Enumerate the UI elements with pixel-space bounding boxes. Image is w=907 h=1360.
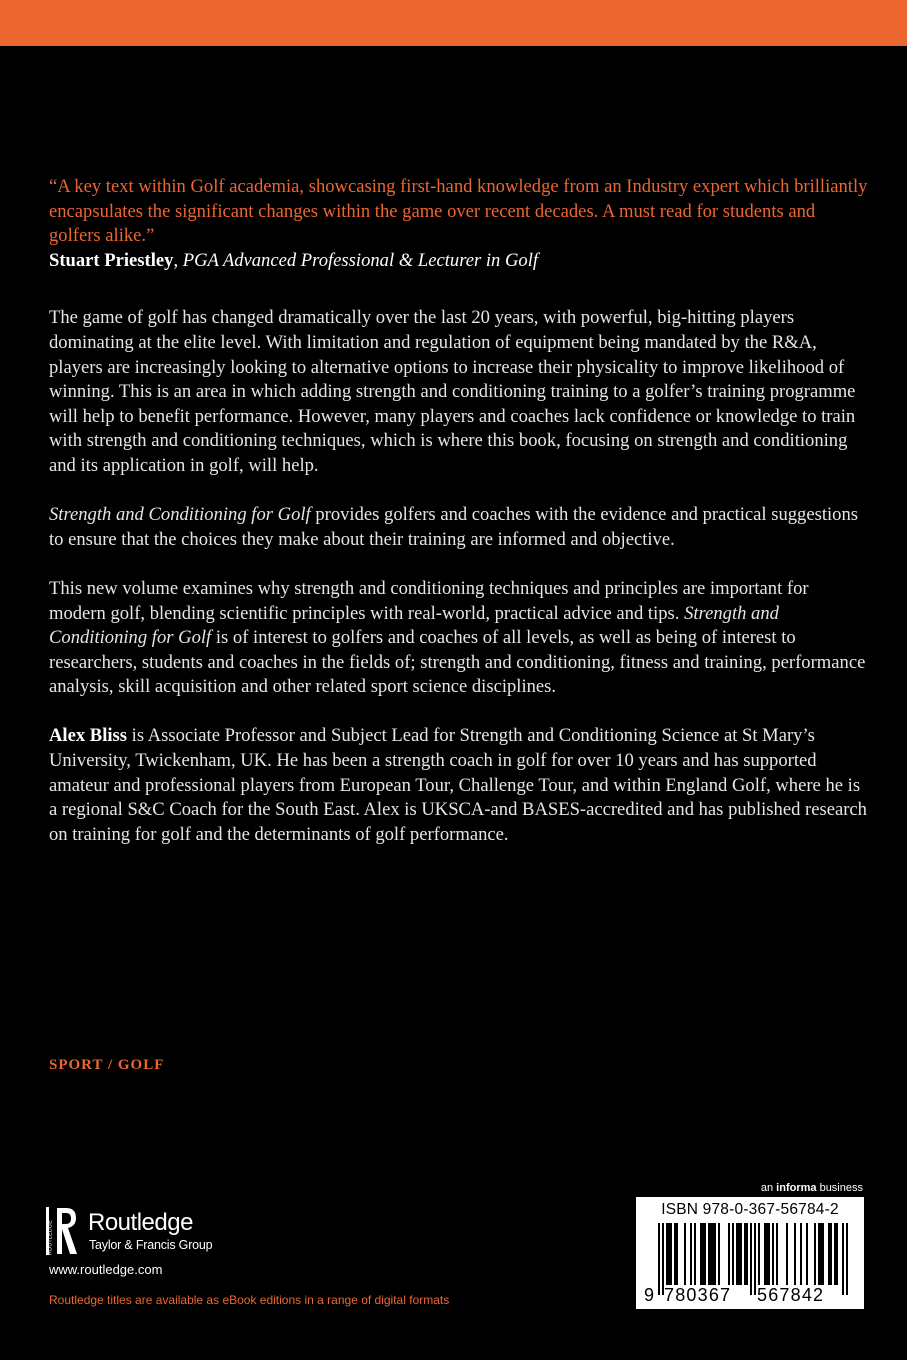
barcode-bar [754, 1223, 756, 1295]
barcode-bar [732, 1223, 734, 1285]
barcode-bar [658, 1223, 660, 1295]
barcode-bar [846, 1223, 848, 1295]
informa-tagline [700, 1182, 863, 1194]
barcode-bar [758, 1223, 760, 1285]
barcode-bar [710, 1223, 712, 1285]
barcode-bar [806, 1223, 808, 1285]
barcode-bar [702, 1223, 704, 1285]
barcode-panel [636, 1197, 864, 1309]
publisher-name: Routledge [88, 1209, 193, 1236]
barcode-bar [728, 1223, 730, 1285]
barcode-bar [690, 1223, 692, 1285]
blurb-paragraph-3 [49, 577, 869, 700]
barcode-lead-digit: 9 [644, 1285, 656, 1305]
blurb-paragraph-2-text: provides golfers and coaches with the evidence and practical suggestions to ensure that the choices they make about their training are informed and objective. [49, 504, 859, 550]
barcode-bar [740, 1223, 742, 1285]
informa-brand: informa [776, 1182, 817, 1194]
barcode-bar [736, 1223, 738, 1285]
logo-vertical-text: ROUTLEDGE [47, 1220, 54, 1255]
barcode-bar [666, 1223, 668, 1285]
informa-suffix: business [816, 1182, 863, 1194]
author-name: Alex Bliss [49, 725, 127, 747]
barcode-bar [786, 1223, 788, 1285]
barcode-bar [776, 1223, 778, 1285]
barcode-bar [738, 1223, 740, 1285]
barcode-bar [714, 1223, 716, 1285]
barcode-bar [830, 1223, 832, 1285]
barcode-bar [708, 1223, 710, 1285]
barcode-bar [746, 1223, 748, 1285]
endorsement-attribution [49, 249, 869, 274]
blurb-paragraph-1: The game of golf has changed dramatically over the last 20 years, with powerful, big-hitting players dominating at the elite level. With limitation and regulation of equipment being mandated by the R&A, players are increasingly looking to alternative options to increase their physicality to improve likelihood of winning. This is an area in which adding strength and conditioning training to a golfer’s training programme will help to benefit performance. However, many players and coaches lack confidence or knowledge to train with strength and conditioning techniques, which is where this book, focusing on strength and conditioning and its application in golf, will help. [49, 307, 856, 476]
barcode-bar [794, 1223, 796, 1285]
barcode-right-digits: 567842 [757, 1285, 825, 1305]
barcode-bar [694, 1223, 696, 1285]
barcode-bar [712, 1223, 714, 1285]
informa-prefix: an [760, 1182, 777, 1194]
back-cover-text [49, 175, 869, 847]
barcode-bar [822, 1223, 824, 1285]
barcode-bar [704, 1223, 706, 1285]
publisher-group: Taylor & Francis Group [89, 1238, 213, 1252]
endorsement-author: Stuart Priestley [49, 249, 174, 271]
barcode-bar [676, 1223, 678, 1285]
barcode-bar [800, 1223, 802, 1285]
category-label: SPORT / GOLF [49, 1057, 165, 1073]
author-bio [49, 724, 869, 847]
barcode-bar [814, 1223, 816, 1285]
barcode-bar [764, 1223, 766, 1285]
blurb-paragraph-3-text-a: This new volume examines why strength and conditioning techniques and principles are important for modern golf, blending scientific principles with real-world, practical advice and tips. [49, 577, 809, 624]
attribution-separator: , [173, 249, 183, 271]
barcode-left-digits: 780367 [664, 1285, 732, 1305]
endorsement-author-title: PGA Advanced Professional & Lecturer in Golf [182, 249, 539, 271]
blurb-paragraph-3-text-b: is of interest to golfers and coaches of all levels, as well as being of interest to researchers, students and coaches in the fields of; strength and conditioning, fitness and training, performance analysis, skill acquisition and other related sport science disciplines. [49, 627, 866, 698]
barcode-bar [836, 1223, 838, 1285]
endorsement-quote: “A key text within Golf academia, showcasing first-hand knowledge from an Industry expert which brilliantly encapsulates the significant changes within the game over recent decades. A must read for students and golfers alike.” [49, 176, 868, 247]
book-title-inline: Strength and Conditioning for Golf [49, 602, 779, 649]
isbn-number: ISBN 978-0-367-56784-2 [661, 1201, 839, 1218]
blurb-paragraph-2 [49, 503, 869, 552]
barcode-bar [750, 1223, 752, 1295]
barcode-bar [818, 1223, 820, 1285]
barcode-bar [772, 1223, 774, 1285]
barcode-bar [744, 1223, 746, 1285]
barcode-bar [674, 1223, 676, 1285]
barcode-bar [834, 1223, 836, 1285]
barcode-bar [842, 1223, 844, 1295]
book-title-inline: Strength and Conditioning for Golf [49, 504, 311, 526]
barcode-bar [668, 1223, 670, 1285]
barcode-bar [766, 1223, 768, 1285]
barcode-bar [700, 1223, 702, 1285]
barcode-bar [768, 1223, 770, 1285]
top-accent-bar [0, 0, 907, 46]
barcode-bar [820, 1223, 822, 1285]
publisher-website: www.routledge.com [49, 1262, 163, 1277]
barcode-bar [684, 1223, 686, 1285]
barcode-bar [718, 1223, 720, 1285]
barcode-bar [828, 1223, 830, 1285]
routledge-r-icon [46, 1205, 80, 1257]
routledge-logo [46, 1205, 246, 1257]
author-bio-text: is Associate Professor and Subject Lead for Strength and Conditioning Science at St Mary’s University, Twickenham, UK. He has been a strength coach in golf for over 10 years and has supported amateur and professional players from European Tour, Challenge Tour, and within England Golf, where he is a regional S&C Coach for the South East. Alex is UKSCA-and BASES-accredited and has published research on training for golf and the determinants of golf performance. [49, 725, 867, 845]
barcode-bar [670, 1223, 672, 1285]
ebook-note: Routledge titles are available as eBook editions in a range of digital formats [49, 1293, 450, 1307]
